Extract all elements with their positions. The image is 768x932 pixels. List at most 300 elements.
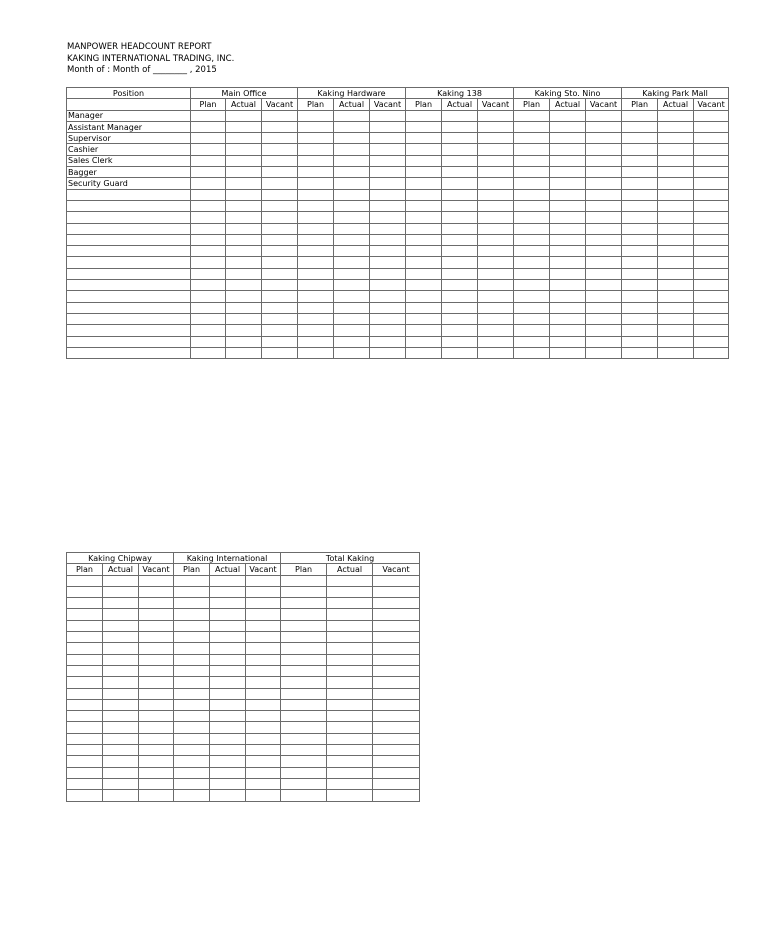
- count-cell: [334, 121, 370, 132]
- count-cell: [694, 280, 729, 291]
- table-row: [67, 189, 729, 200]
- column-vacant: Vacant: [373, 564, 420, 575]
- count-cell: [246, 790, 281, 801]
- count-cell: [262, 246, 298, 257]
- position-cell: [67, 234, 191, 245]
- column-plan: Plan: [174, 564, 210, 575]
- count-cell: [191, 268, 226, 279]
- count-cell: [406, 268, 442, 279]
- count-cell: [262, 291, 298, 302]
- count-cell: [442, 302, 478, 313]
- count-cell: [478, 110, 514, 121]
- count-cell: [514, 302, 550, 313]
- count-cell: [226, 268, 262, 279]
- count-cell: [658, 347, 694, 358]
- count-cell: [226, 200, 262, 211]
- count-cell: [139, 688, 174, 699]
- count-cell: [226, 347, 262, 358]
- count-cell: [262, 302, 298, 313]
- count-cell: [174, 620, 210, 631]
- count-cell: [246, 722, 281, 733]
- count-cell: [514, 133, 550, 144]
- column-plan: Plan: [67, 564, 103, 575]
- column-actual: Actual: [658, 99, 694, 110]
- count-cell: [406, 144, 442, 155]
- count-cell: [406, 200, 442, 211]
- count-cell: [191, 110, 226, 121]
- count-cell: [210, 620, 246, 631]
- count-cell: [298, 234, 334, 245]
- count-cell: [334, 189, 370, 200]
- count-cell: [103, 586, 139, 597]
- count-cell: [658, 257, 694, 268]
- count-cell: [622, 313, 658, 324]
- column-actual: Actual: [550, 99, 586, 110]
- count-cell: [103, 643, 139, 654]
- count-cell: [262, 144, 298, 155]
- count-cell: [658, 167, 694, 178]
- count-cell: [370, 178, 406, 189]
- count-cell: [442, 313, 478, 324]
- count-cell: [586, 223, 622, 234]
- column-vacant: Vacant: [246, 564, 281, 575]
- count-cell: [262, 257, 298, 268]
- table-row: [67, 711, 420, 722]
- count-cell: [226, 212, 262, 223]
- table-row: [67, 223, 729, 234]
- table-row: [67, 302, 729, 313]
- table-row: [67, 665, 420, 676]
- column-plan: Plan: [298, 99, 334, 110]
- count-cell: [191, 325, 226, 336]
- count-cell: [262, 268, 298, 279]
- count-cell: [67, 643, 103, 654]
- count-cell: [67, 699, 103, 710]
- count-cell: [406, 291, 442, 302]
- count-cell: [262, 336, 298, 347]
- count-cell: [191, 291, 226, 302]
- location-header: Kaking Park Mall: [622, 88, 729, 99]
- column-actual: Actual: [210, 564, 246, 575]
- count-cell: [406, 280, 442, 291]
- count-cell: [226, 234, 262, 245]
- count-cell: [281, 598, 327, 609]
- table-row: [67, 133, 729, 144]
- count-cell: [67, 711, 103, 722]
- count-cell: [373, 790, 420, 801]
- count-cell: [327, 778, 373, 789]
- count-cell: [327, 699, 373, 710]
- count-cell: [694, 212, 729, 223]
- position-cell: [67, 200, 191, 211]
- count-cell: [226, 223, 262, 234]
- count-cell: [550, 234, 586, 245]
- count-cell: [174, 733, 210, 744]
- count-cell: [327, 767, 373, 778]
- count-cell: [442, 121, 478, 132]
- table-row: [67, 745, 420, 756]
- count-cell: [334, 212, 370, 223]
- position-cell: [67, 246, 191, 257]
- table-row: [67, 575, 420, 586]
- count-cell: [370, 280, 406, 291]
- position-cell: [67, 336, 191, 347]
- count-cell: [370, 246, 406, 257]
- count-cell: [514, 212, 550, 223]
- count-cell: [191, 280, 226, 291]
- count-cell: [406, 178, 442, 189]
- count-cell: [226, 144, 262, 155]
- count-cell: [622, 280, 658, 291]
- count-cell: [281, 677, 327, 688]
- count-cell: [191, 336, 226, 347]
- count-cell: [139, 778, 174, 789]
- column-actual: Actual: [226, 99, 262, 110]
- count-cell: [478, 133, 514, 144]
- count-cell: [174, 575, 210, 586]
- count-cell: [442, 336, 478, 347]
- count-cell: [191, 313, 226, 324]
- count-cell: [139, 620, 174, 631]
- count-cell: [103, 722, 139, 733]
- count-cell: [370, 268, 406, 279]
- count-cell: [373, 620, 420, 631]
- count-cell: [370, 155, 406, 166]
- table-row: [67, 246, 729, 257]
- count-cell: [191, 302, 226, 313]
- count-cell: [694, 302, 729, 313]
- count-cell: [298, 291, 334, 302]
- count-cell: [478, 234, 514, 245]
- count-cell: [370, 291, 406, 302]
- count-cell: [622, 302, 658, 313]
- position-cell: [67, 280, 191, 291]
- count-cell: [281, 745, 327, 756]
- count-cell: [327, 575, 373, 586]
- count-cell: [191, 155, 226, 166]
- count-cell: [67, 586, 103, 597]
- count-cell: [103, 745, 139, 756]
- count-cell: [370, 144, 406, 155]
- count-cell: [442, 291, 478, 302]
- count-cell: [370, 200, 406, 211]
- count-cell: [298, 167, 334, 178]
- table-row: [67, 609, 420, 620]
- count-cell: [67, 665, 103, 676]
- count-cell: [246, 756, 281, 767]
- count-cell: [139, 632, 174, 643]
- count-cell: [586, 144, 622, 155]
- count-cell: [514, 223, 550, 234]
- count-cell: [262, 133, 298, 144]
- count-cell: [281, 620, 327, 631]
- count-cell: [103, 654, 139, 665]
- count-cell: [550, 302, 586, 313]
- count-cell: [191, 200, 226, 211]
- count-cell: [298, 110, 334, 121]
- count-cell: [406, 302, 442, 313]
- count-cell: [442, 178, 478, 189]
- count-cell: [550, 133, 586, 144]
- count-cell: [694, 234, 729, 245]
- table-row: [67, 325, 729, 336]
- count-cell: [226, 280, 262, 291]
- count-cell: [514, 200, 550, 211]
- position-cell: [67, 291, 191, 302]
- table-row: [67, 200, 729, 211]
- count-cell: [586, 212, 622, 223]
- position-header: Position: [67, 88, 191, 99]
- count-cell: [514, 347, 550, 358]
- headcount-table-totals: [66, 552, 420, 802]
- count-cell: [442, 280, 478, 291]
- count-cell: [373, 711, 420, 722]
- count-cell: [327, 756, 373, 767]
- count-cell: [658, 291, 694, 302]
- count-cell: [262, 189, 298, 200]
- count-cell: [622, 110, 658, 121]
- count-cell: [586, 257, 622, 268]
- table-row: [67, 167, 729, 178]
- count-cell: [442, 268, 478, 279]
- count-cell: [622, 246, 658, 257]
- count-cell: [139, 665, 174, 676]
- table-row: [67, 790, 420, 801]
- count-cell: [442, 257, 478, 268]
- count-cell: [373, 745, 420, 756]
- count-cell: [281, 665, 327, 676]
- count-cell: [174, 643, 210, 654]
- count-cell: [174, 778, 210, 789]
- count-cell: [262, 234, 298, 245]
- count-cell: [191, 257, 226, 268]
- column-actual: Actual: [327, 564, 373, 575]
- count-cell: [658, 325, 694, 336]
- count-cell: [586, 291, 622, 302]
- table-row: [67, 268, 729, 279]
- count-cell: [694, 110, 729, 121]
- count-cell: [246, 632, 281, 643]
- table-row: [67, 586, 420, 597]
- count-cell: [442, 223, 478, 234]
- count-cell: [298, 212, 334, 223]
- count-cell: [246, 620, 281, 631]
- count-cell: [262, 200, 298, 211]
- table-row: [67, 336, 729, 347]
- count-cell: [550, 268, 586, 279]
- count-cell: [174, 677, 210, 688]
- count-cell: [139, 643, 174, 654]
- count-cell: [658, 133, 694, 144]
- column-plan: Plan: [622, 99, 658, 110]
- count-cell: [262, 121, 298, 132]
- count-cell: [694, 189, 729, 200]
- count-cell: [586, 246, 622, 257]
- column-vacant: Vacant: [262, 99, 298, 110]
- count-cell: [478, 144, 514, 155]
- count-cell: [406, 223, 442, 234]
- count-cell: [334, 200, 370, 211]
- count-cell: [327, 586, 373, 597]
- count-cell: [373, 609, 420, 620]
- count-cell: [550, 189, 586, 200]
- table-row: [67, 643, 420, 654]
- count-cell: [406, 313, 442, 324]
- count-cell: [210, 632, 246, 643]
- count-cell: [174, 711, 210, 722]
- count-cell: [281, 711, 327, 722]
- count-cell: [281, 699, 327, 710]
- count-cell: [103, 778, 139, 789]
- count-cell: [103, 756, 139, 767]
- count-cell: [406, 167, 442, 178]
- count-cell: [226, 246, 262, 257]
- count-cell: [281, 575, 327, 586]
- table-row: [67, 699, 420, 710]
- count-cell: [174, 699, 210, 710]
- count-cell: [658, 336, 694, 347]
- count-cell: [246, 598, 281, 609]
- count-cell: [514, 189, 550, 200]
- count-cell: [281, 643, 327, 654]
- count-cell: [298, 313, 334, 324]
- count-cell: [442, 325, 478, 336]
- count-cell: [139, 756, 174, 767]
- count-cell: [658, 280, 694, 291]
- count-cell: [210, 665, 246, 676]
- column-plan: Plan: [191, 99, 226, 110]
- count-cell: [334, 246, 370, 257]
- count-cell: [550, 347, 586, 358]
- count-cell: [246, 767, 281, 778]
- count-cell: [191, 133, 226, 144]
- location-header: Kaking 138: [406, 88, 514, 99]
- count-cell: [373, 767, 420, 778]
- count-cell: [694, 336, 729, 347]
- count-cell: [139, 677, 174, 688]
- count-cell: [103, 575, 139, 586]
- count-cell: [514, 110, 550, 121]
- count-cell: [246, 745, 281, 756]
- count-cell: [694, 144, 729, 155]
- count-cell: [67, 575, 103, 586]
- count-cell: [327, 598, 373, 609]
- table-row: [67, 347, 729, 358]
- location-header: Main Office: [191, 88, 298, 99]
- count-cell: [334, 223, 370, 234]
- count-cell: [373, 654, 420, 665]
- count-cell: [226, 121, 262, 132]
- location-header-row: [67, 88, 729, 99]
- count-cell: [139, 586, 174, 597]
- count-cell: [262, 223, 298, 234]
- count-cell: [103, 711, 139, 722]
- count-cell: [210, 598, 246, 609]
- count-cell: [334, 325, 370, 336]
- table-row: [67, 677, 420, 688]
- count-cell: [334, 144, 370, 155]
- count-cell: [298, 189, 334, 200]
- count-cell: [550, 223, 586, 234]
- count-cell: [334, 234, 370, 245]
- count-cell: [334, 313, 370, 324]
- count-cell: [622, 178, 658, 189]
- count-cell: [262, 280, 298, 291]
- count-cell: [658, 268, 694, 279]
- count-cell: [550, 336, 586, 347]
- count-cell: [327, 632, 373, 643]
- count-cell: [174, 756, 210, 767]
- count-cell: [586, 313, 622, 324]
- count-cell: [658, 155, 694, 166]
- count-cell: [246, 575, 281, 586]
- count-cell: [373, 778, 420, 789]
- table-row: [67, 598, 420, 609]
- table-row: [67, 654, 420, 665]
- column-actual: Actual: [334, 99, 370, 110]
- count-cell: [281, 756, 327, 767]
- count-cell: [174, 632, 210, 643]
- count-cell: [586, 347, 622, 358]
- count-cell: [191, 178, 226, 189]
- count-cell: [210, 586, 246, 597]
- count-cell: [406, 189, 442, 200]
- count-cell: [514, 155, 550, 166]
- count-cell: [370, 133, 406, 144]
- column-plan: Plan: [281, 564, 327, 575]
- count-cell: [658, 246, 694, 257]
- count-cell: [281, 778, 327, 789]
- count-cell: [298, 325, 334, 336]
- location-header: Kaking Hardware: [298, 88, 406, 99]
- table-row: [67, 767, 420, 778]
- count-cell: [262, 110, 298, 121]
- count-cell: [370, 167, 406, 178]
- location-header: Kaking Sto. Nino: [514, 88, 622, 99]
- count-cell: [139, 733, 174, 744]
- count-cell: [298, 133, 334, 144]
- count-cell: [103, 767, 139, 778]
- count-cell: [658, 302, 694, 313]
- count-cell: [67, 598, 103, 609]
- report-title: MANPOWER HEADCOUNT REPORT: [67, 42, 212, 52]
- company-name: KAKING INTERNATIONAL TRADING, INC.: [67, 53, 235, 64]
- position-cell: [67, 189, 191, 200]
- count-cell: [622, 234, 658, 245]
- count-cell: [406, 336, 442, 347]
- count-cell: [262, 347, 298, 358]
- count-cell: [191, 212, 226, 223]
- count-cell: [210, 733, 246, 744]
- count-cell: [622, 189, 658, 200]
- count-cell: [406, 121, 442, 132]
- count-cell: [191, 347, 226, 358]
- count-cell: [334, 347, 370, 358]
- count-cell: [67, 790, 103, 801]
- count-cell: [334, 268, 370, 279]
- count-cell: [658, 212, 694, 223]
- count-cell: [226, 257, 262, 268]
- count-cell: [586, 200, 622, 211]
- count-cell: [226, 291, 262, 302]
- count-cell: [514, 336, 550, 347]
- count-cell: [442, 234, 478, 245]
- position-cell: [67, 257, 191, 268]
- count-cell: [174, 745, 210, 756]
- count-cell: [103, 620, 139, 631]
- count-cell: [262, 212, 298, 223]
- table-row: [67, 313, 729, 324]
